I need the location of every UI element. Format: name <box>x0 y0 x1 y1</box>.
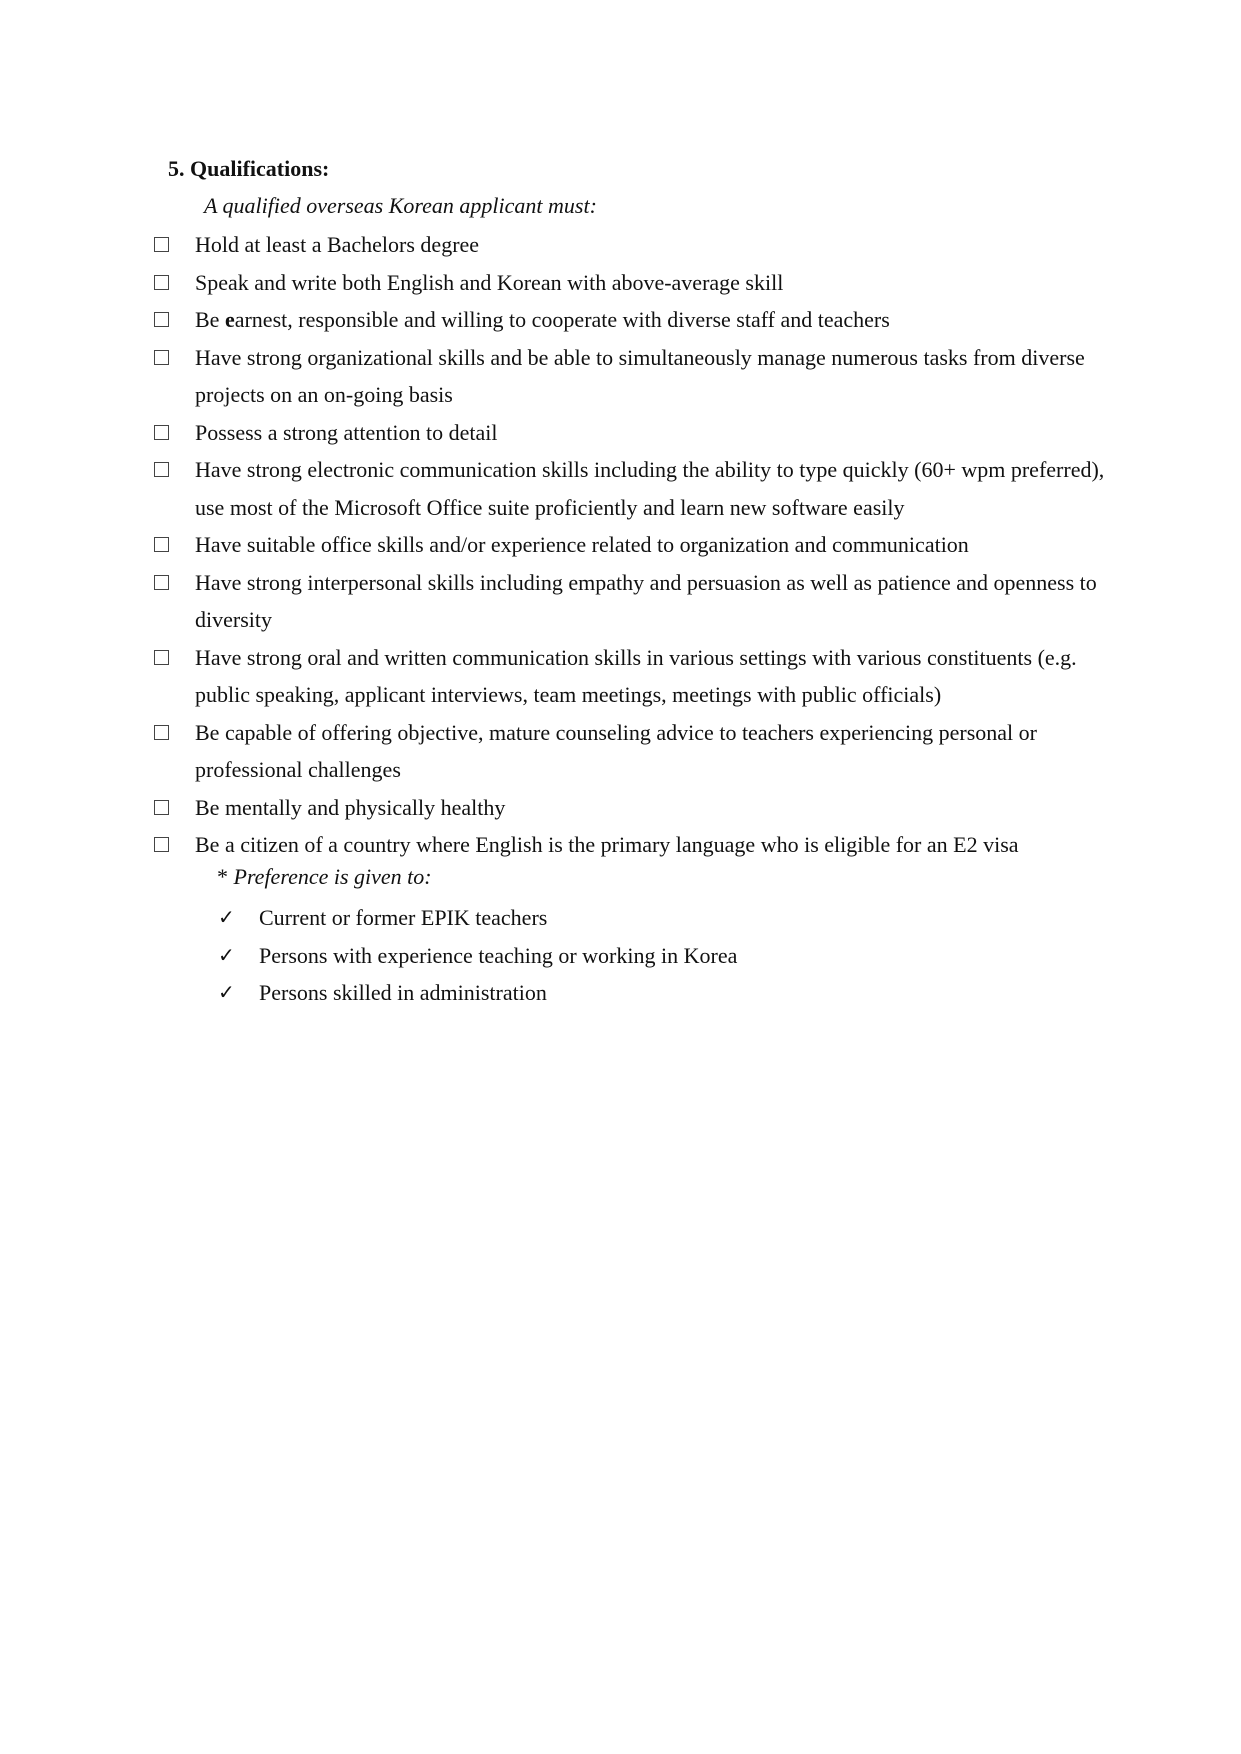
preference-intro <box>217 862 432 892</box>
list-item <box>152 301 1132 339</box>
item-text: Persons with experience teaching or working in Korea <box>259 942 738 968</box>
checkbox-icon <box>154 837 169 852</box>
list-item <box>152 564 1132 639</box>
item-text-bold: e <box>224 307 235 332</box>
item-text-end: arnest, responsible and willing to cooperate with diverse staff and teachers <box>234 307 890 332</box>
item-text: Have strong organizational skills and be able to simultaneously manage numerous tasks from diverse projects on an on-going basis <box>195 344 1085 407</box>
checkbox-icon <box>154 350 169 365</box>
checkbox-icon <box>154 800 169 815</box>
item-text-start: Be <box>195 307 225 332</box>
checkbox-icon <box>154 725 169 740</box>
item-text: Be a citizen of a country where English is the primary language who is eligible for an E2 visa <box>195 832 1019 857</box>
item-text: Have suitable office skills and/or experience related to organization and communication <box>195 532 969 557</box>
checkmark-icon: ✓ <box>218 942 235 967</box>
item-text: Have strong oral and written communication skills in various settings with various constituents (e.g. public speaking, applicant interviews, team meetings, meetings with public officials) <box>195 644 1077 707</box>
item-text: Possess a strong attention to detail <box>195 419 498 445</box>
item-text: Have strong electronic communication skills including the ability to type quickly (60+ wpm preferred), use most of the Microsoft Office suite proficiently and learn new software easily <box>195 457 1105 520</box>
list-item <box>152 264 1132 302</box>
list-item <box>152 226 1132 264</box>
item-text: Be mentally and physically healthy <box>195 794 506 820</box>
checkmark-icon: ✓ <box>218 980 235 1004</box>
section-intro: A qualified overseas Korean applicant must: <box>204 193 597 218</box>
list-item <box>152 414 1132 452</box>
checkbox-icon <box>154 462 169 477</box>
item-text: Have strong interpersonal skills including empathy and persuasion as well as patience and openness to diversity <box>195 569 1097 632</box>
list-item <box>218 937 737 975</box>
qualification-list <box>152 226 1132 864</box>
item-text: Hold at least a Bachelors degree <box>195 232 480 257</box>
list-item <box>152 826 1132 864</box>
list-item <box>152 526 1132 564</box>
checkbox-icon <box>154 237 169 252</box>
checkbox-icon <box>154 275 169 290</box>
checkmark-icon: ✓ <box>218 905 235 929</box>
preference-list <box>218 899 737 1012</box>
list-item <box>152 339 1132 414</box>
item-text: Current or former EPIK teachers <box>259 905 548 930</box>
checkbox-icon <box>154 537 169 552</box>
list-item <box>152 639 1132 714</box>
section-heading: 5. Qualifications: <box>168 156 330 181</box>
item-text: Be capable of offering objective, mature counseling advice to teachers experiencing personal or professional challenges <box>195 719 1037 782</box>
checkbox-icon <box>154 650 169 665</box>
list-item <box>218 899 737 937</box>
preference-intro-text: Preference is given to: <box>233 864 432 889</box>
list-item <box>152 789 1132 827</box>
checkbox-icon <box>154 575 169 590</box>
checkbox-icon <box>154 425 169 440</box>
list-item <box>152 451 1132 526</box>
list-item <box>152 714 1132 789</box>
checkbox-icon <box>154 312 169 327</box>
asterisk-marker: * <box>217 864 234 889</box>
list-item <box>218 974 737 1012</box>
item-text: Persons skilled in administration <box>259 980 547 1005</box>
item-text: Speak and write both English and Korean with above-average skill <box>195 269 784 295</box>
